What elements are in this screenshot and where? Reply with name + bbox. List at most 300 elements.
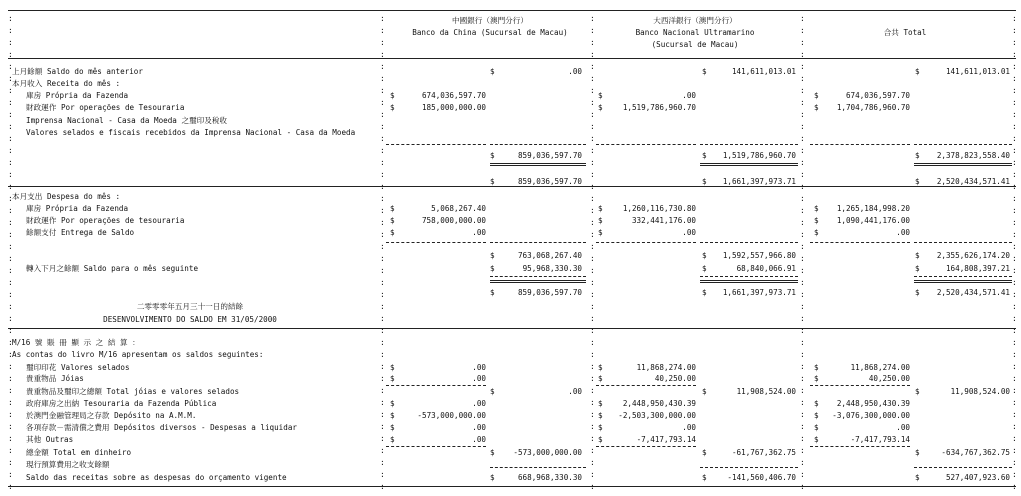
m16-total-joias-bc: .00 <box>568 387 582 396</box>
tot-receita-bc: 859,036,597.70 <box>517 177 582 186</box>
column-separator-mark: : <box>380 122 385 131</box>
cur: $ <box>915 264 920 273</box>
header-bnu-cn: 大西洋銀行（澳門分行） <box>653 16 737 25</box>
column-separator-mark: : <box>800 98 805 107</box>
sub-rule <box>596 144 696 145</box>
column-separator-mark: : <box>1012 350 1017 359</box>
column-separator-mark: : <box>380 410 385 419</box>
m16-valores-label: 璽印印花 Valores selados <box>26 363 130 372</box>
column-separator-mark: : <box>8 434 13 443</box>
column-separator-mark: : <box>800 338 805 347</box>
column-separator-mark: : <box>590 50 595 59</box>
column-separator-mark: : <box>800 458 805 467</box>
column-separator-mark: : <box>8 122 13 131</box>
sub-rule <box>490 144 586 145</box>
column-separator-mark: : <box>590 110 595 119</box>
d-fazenda-bc: 5,068,267.40 <box>431 204 486 213</box>
cur: $ <box>390 423 395 432</box>
column-separator-mark: : <box>800 194 805 203</box>
header-total: 合共 Total <box>883 28 927 37</box>
cur: $ <box>702 473 707 482</box>
r-fazenda-tot: 674,036,597.70 <box>845 91 910 100</box>
column-separator-mark: : <box>1012 50 1017 59</box>
column-separator-mark: : <box>380 38 385 47</box>
sub-rule <box>810 385 910 386</box>
cur: $ <box>598 399 603 408</box>
cur: $ <box>814 374 819 383</box>
column-separator-mark: : <box>800 326 805 335</box>
d-tesouraria-bnu: 332,441,176.00 <box>631 216 696 225</box>
cur: $ <box>390 91 395 100</box>
column-separator-mark: : <box>590 290 595 299</box>
cur: $ <box>598 91 603 100</box>
column-separator-mark: : <box>800 170 805 179</box>
column-separator-mark: : <box>800 218 805 227</box>
column-separator-mark: : <box>590 386 595 395</box>
column-separator-mark: : <box>800 122 805 131</box>
m16-outras-tot: -7,417,793.14 <box>850 435 910 444</box>
m16-total-joias-tot: 11,908,524.00 <box>950 387 1010 396</box>
sub-rule <box>914 276 1012 277</box>
column-separator-mark: : <box>590 122 595 131</box>
column-separator-mark: : <box>8 86 13 95</box>
column-separator-mark: : <box>8 218 13 227</box>
cur: $ <box>390 204 395 213</box>
sub-rule <box>700 242 798 243</box>
column-separator-mark: : <box>590 218 595 227</box>
column-separator-mark: : <box>800 410 805 419</box>
saldo-seguinte-bnu: 68,840,066.91 <box>736 264 796 273</box>
column-separator-mark: : <box>590 458 595 467</box>
column-separator-mark: : <box>8 62 13 71</box>
column-separator-mark: : <box>380 326 385 335</box>
column-separator-mark: : <box>1012 14 1017 23</box>
m16-amm-tot: -3,076,300,000.00 <box>832 411 910 420</box>
m16-tesouro-bnu: 2,448,950,430.39 <box>622 399 696 408</box>
m16-outras-bnu: -7,417,793.14 <box>636 435 696 444</box>
saldo-anterior-bnu: 141,611,013.01 <box>731 67 796 76</box>
column-separator-mark: : <box>380 290 385 299</box>
column-separator-mark: : <box>8 254 13 263</box>
cur: $ <box>598 216 603 225</box>
header-bc-cn: 中國銀行（澳門分行） <box>452 16 528 25</box>
tot-receita-bnu: 1,661,397,973.71 <box>722 177 796 186</box>
cur: $ <box>598 204 603 213</box>
m16-total-dinheiro-bnu: -61,767,362.75 <box>731 448 796 457</box>
column-separator-mark: : <box>8 386 13 395</box>
column-separator-mark: : <box>590 266 595 275</box>
d-saldo-label: 餘額支付 Entrega de Saldo <box>26 228 135 237</box>
column-separator-mark: : <box>380 458 385 467</box>
column-separator-mark: : <box>8 266 13 275</box>
sub-rule <box>386 385 486 386</box>
column-separator-mark: : <box>590 338 595 347</box>
column-separator-mark: : <box>590 350 595 359</box>
cur: $ <box>915 448 920 457</box>
column-separator-mark: : <box>8 302 13 311</box>
r-fazenda-label: 庫房 Própria da Fazenda <box>26 91 129 100</box>
r-tesouraria-bnu: 1,519,786,960.70 <box>622 103 696 112</box>
r-tesouraria-bc: 185,000,000.00 <box>421 103 486 112</box>
cur: $ <box>490 448 495 457</box>
r-imprensa-label: Imprensa Nacional - Casa da Moeda 之璽印及稅收 <box>26 116 228 125</box>
d-fazenda-tot: 1,265,184,998.20 <box>836 204 910 213</box>
column-separator-mark: : <box>380 14 385 23</box>
m16-diversos-tot: .00 <box>896 423 910 432</box>
cur: $ <box>598 374 603 383</box>
column-separator-mark: : <box>800 74 805 83</box>
column-separator-mark: : <box>380 158 385 167</box>
column-separator-mark: : <box>1012 302 1017 311</box>
saldo-anterior-bc: .00 <box>568 67 582 76</box>
sub-rule <box>810 446 910 447</box>
sub-rule <box>700 467 798 468</box>
r-tesouraria-tot: 1,704,786,960.70 <box>836 103 910 112</box>
column-separator-mark: : <box>8 134 13 143</box>
sub-rule <box>490 242 586 243</box>
m16-tesouro-label: 政府庫房之出納 Tesouraria da Fazenda Pública <box>26 399 217 408</box>
desenv-title-cn: 二零零零年五月三十一日的結餘 <box>136 302 244 311</box>
cur: $ <box>702 264 707 273</box>
column-separator-mark: : <box>8 182 13 191</box>
column-separator-mark: : <box>590 470 595 479</box>
column-separator-mark: : <box>590 26 595 35</box>
r-fazenda-bc: 674,036,597.70 <box>421 91 486 100</box>
column-separator-mark: : <box>1012 482 1017 491</box>
column-separator-mark: : <box>800 158 805 167</box>
column-separator-mark: : <box>1012 26 1017 35</box>
column-separator-mark: : <box>1012 422 1017 431</box>
column-separator-mark: : <box>590 254 595 263</box>
column-separator-mark: : <box>1012 86 1017 95</box>
column-separator-mark: : <box>380 242 385 251</box>
d-tesouraria-bc: 758,000,000.00 <box>421 216 486 225</box>
column-separator-mark: : <box>1012 110 1017 119</box>
column-separator-mark: : <box>8 362 13 371</box>
m16-total-dinheiro-label: 總金額 Total em dinheiro <box>26 448 132 457</box>
column-separator-mark: : <box>1012 146 1017 155</box>
sub-rule <box>914 467 1012 468</box>
column-separator-mark: : <box>590 242 595 251</box>
column-separator-mark: : <box>800 482 805 491</box>
column-separator-mark: : <box>590 86 595 95</box>
column-separator-mark: : <box>590 482 595 491</box>
sub-rule <box>490 276 586 277</box>
column-separator-mark: : <box>8 38 13 47</box>
column-separator-mark: : <box>800 26 805 35</box>
column-separator-mark: : <box>8 26 13 35</box>
cur: $ <box>814 103 819 112</box>
m16-saldo-receitas-bc: 668,968,330.30 <box>517 473 582 482</box>
column-separator-mark: : <box>8 326 13 335</box>
r-tesouraria-label: 財政運作 Por operações de Tesouraria <box>26 103 185 112</box>
d-saldo-bc: .00 <box>472 228 486 237</box>
column-separator-mark: : <box>590 326 595 335</box>
column-separator-mark: : <box>1012 242 1017 251</box>
column-separator-mark: : <box>8 398 13 407</box>
sub-rule <box>810 242 910 243</box>
cur: $ <box>814 423 819 432</box>
double-rule <box>700 163 798 166</box>
column-separator-mark: : <box>800 278 805 287</box>
column-separator-mark: : <box>800 350 805 359</box>
sub-rule <box>810 144 910 145</box>
column-separator-mark: : <box>8 14 13 23</box>
column-separator-mark: : <box>380 374 385 383</box>
column-separator-mark: : <box>590 446 595 455</box>
m16-saldo-receitas-tot: 527,407,923.60 <box>945 473 1010 482</box>
cur: $ <box>390 374 395 383</box>
cur: $ <box>814 411 819 420</box>
r-valores-label: Valores selados e fiscais recebidos da Imprensa Nacional - Casa da Moeda <box>26 128 356 137</box>
d-saldo-bnu: .00 <box>682 228 696 237</box>
sub-receita-bnu: 1,519,786,960.70 <box>722 151 796 160</box>
column-separator-mark: : <box>8 194 13 203</box>
column-separator-mark: : <box>590 74 595 83</box>
column-separator-mark: : <box>380 398 385 407</box>
cur: $ <box>598 411 603 420</box>
column-separator-mark: : <box>800 470 805 479</box>
column-separator-mark: : <box>380 422 385 431</box>
column-separator-mark: : <box>1012 338 1017 347</box>
cur: $ <box>702 177 707 186</box>
cur: $ <box>598 363 603 372</box>
m16-heading-cn: M/16 號 賬 冊 顯 示 之 結 算 ： <box>12 338 140 347</box>
column-separator-mark: : <box>1012 326 1017 335</box>
column-separator-mark: : <box>380 50 385 59</box>
column-separator-mark: : <box>8 278 13 287</box>
column-separator-mark: : <box>380 194 385 203</box>
tot-despesa-bc: 859,036,597.70 <box>517 288 582 297</box>
cur: $ <box>814 228 819 237</box>
sub-rule <box>490 467 586 468</box>
cur: $ <box>814 399 819 408</box>
saldo-seguinte-tot: 164,808,397.21 <box>945 264 1010 273</box>
column-separator-mark: : <box>1012 362 1017 371</box>
desenv-title-pt: DESENVOLVIMENTO DO SALDO EM 31/05/2000 <box>103 315 277 324</box>
cur: $ <box>915 251 920 260</box>
column-separator-mark: : <box>380 266 385 275</box>
saldo-seguinte-label: 轉入下月之餘額 Saldo para o mês seguinte <box>26 264 199 273</box>
bottom-rule <box>8 486 1016 487</box>
saldo-anterior-tot: 141,611,013.01 <box>945 67 1010 76</box>
column-separator-mark: : <box>1012 398 1017 407</box>
column-separator-mark: : <box>800 266 805 275</box>
d-saldo-tot: .00 <box>896 228 910 237</box>
column-separator-mark: : <box>380 386 385 395</box>
m16-joias-tot: 40,250.00 <box>868 374 910 383</box>
column-separator-mark: : <box>590 182 595 191</box>
column-separator-mark: : <box>590 194 595 203</box>
column-separator-mark: : <box>590 14 595 23</box>
receita-heading: 本月收入 Receita do mês : <box>12 79 121 88</box>
cur: $ <box>915 151 920 160</box>
column-separator-mark: : <box>800 62 805 71</box>
column-separator-mark: : <box>1012 314 1017 323</box>
header-bnu-pt2: (Sucursal de Macau) <box>651 40 739 49</box>
column-separator-mark: : <box>590 134 595 143</box>
column-separator-mark: : <box>800 314 805 323</box>
cur: $ <box>598 435 603 444</box>
column-separator-mark: : <box>590 398 595 407</box>
column-separator-mark: : <box>1012 290 1017 299</box>
cur: $ <box>490 387 495 396</box>
cur: $ <box>490 264 495 273</box>
sub-rule <box>700 144 798 145</box>
cur: $ <box>390 216 395 225</box>
cur: $ <box>598 228 603 237</box>
cur: $ <box>390 363 395 372</box>
column-separator-mark: : <box>380 146 385 155</box>
column-separator-mark: : <box>800 290 805 299</box>
cur: $ <box>702 448 707 457</box>
column-separator-mark: : <box>380 110 385 119</box>
cur: $ <box>915 288 920 297</box>
d-fazenda-label: 庫房 Própria da Fazenda <box>26 204 129 213</box>
column-separator-mark: : <box>8 446 13 455</box>
column-separator-mark: : <box>1012 446 1017 455</box>
cur: $ <box>390 411 395 420</box>
header-rule <box>8 58 1016 59</box>
column-separator-mark: : <box>380 338 385 347</box>
double-rule <box>914 163 1012 166</box>
cur: $ <box>915 177 920 186</box>
column-separator-mark: : <box>1012 122 1017 131</box>
cur: $ <box>915 473 920 482</box>
column-separator-mark: : <box>8 458 13 467</box>
column-separator-mark: : <box>800 446 805 455</box>
column-separator-mark: : <box>380 362 385 371</box>
sub-rule <box>700 276 798 277</box>
column-separator-mark: : <box>800 86 805 95</box>
tot-despesa-tot: 2,520,434,571.41 <box>936 288 1010 297</box>
column-separator-mark: : <box>380 470 385 479</box>
column-separator-mark: : <box>8 98 13 107</box>
column-separator-mark: : <box>8 206 13 215</box>
column-separator-mark: : <box>380 482 385 491</box>
m16-valores-bnu: 11,868,274.00 <box>636 363 696 372</box>
m16-saldo-receitas-bnu: -141,560,406.70 <box>727 473 796 482</box>
sub-rule <box>914 242 1012 243</box>
column-separator-mark: : <box>800 146 805 155</box>
cur: $ <box>814 216 819 225</box>
double-rule <box>490 163 586 166</box>
column-separator-mark: : <box>1012 62 1017 71</box>
column-separator-mark: : <box>8 482 13 491</box>
column-separator-mark: : <box>8 242 13 251</box>
sub-rule <box>596 385 696 386</box>
m16-joias-bc: .00 <box>472 374 486 383</box>
double-rule <box>914 280 1012 283</box>
header-bnu-pt1: Banco Nacional Ultramarino <box>635 28 755 37</box>
double-rule <box>700 280 798 283</box>
cur: $ <box>814 91 819 100</box>
column-separator-mark: : <box>1012 254 1017 263</box>
d-tesouraria-tot: 1,090,441,176.00 <box>836 216 910 225</box>
column-separator-mark: : <box>380 434 385 443</box>
column-separator-mark: : <box>1012 230 1017 239</box>
column-separator-mark: : <box>590 314 595 323</box>
column-separator-mark: : <box>800 230 805 239</box>
cur: $ <box>702 67 707 76</box>
column-separator-mark: : <box>800 302 805 311</box>
m16-joias-bnu: 40,250.00 <box>654 374 696 383</box>
column-separator-mark: : <box>1012 458 1017 467</box>
top-rule <box>8 10 1016 11</box>
cur: $ <box>702 251 707 260</box>
column-separator-mark: : <box>8 230 13 239</box>
column-separator-mark: : <box>800 362 805 371</box>
m16-outras-bc: .00 <box>472 435 486 444</box>
column-separator-mark: : <box>380 350 385 359</box>
column-separator-mark: : <box>800 182 805 191</box>
cur: $ <box>702 288 707 297</box>
cur: $ <box>390 103 395 112</box>
m16-total-joias-bnu: 11,908,524.00 <box>736 387 796 396</box>
column-separator-mark: : <box>590 206 595 215</box>
column-separator-mark: : <box>590 434 595 443</box>
column-separator-mark: : <box>800 134 805 143</box>
sub-rule <box>386 242 486 243</box>
cur: $ <box>390 435 395 444</box>
column-separator-mark: : <box>590 158 595 167</box>
m16-tesouro-tot: 2,448,950,430.39 <box>836 399 910 408</box>
m16-total-dinheiro-bc: -573,000,000.00 <box>513 448 582 457</box>
column-separator-mark: : <box>8 470 13 479</box>
column-separator-mark: : <box>8 50 13 59</box>
cur: $ <box>915 387 920 396</box>
column-separator-mark: : <box>800 206 805 215</box>
column-separator-mark: : <box>1012 470 1017 479</box>
column-separator-mark: : <box>590 362 595 371</box>
r-fazenda-bnu: .00 <box>682 91 696 100</box>
column-separator-mark: : <box>800 434 805 443</box>
double-rule <box>490 280 586 283</box>
column-separator-mark: : <box>380 230 385 239</box>
column-separator-mark: : <box>800 38 805 47</box>
sub-rule <box>386 446 486 447</box>
m16-tesouro-bc: .00 <box>472 399 486 408</box>
column-separator-mark: : <box>1012 158 1017 167</box>
column-separator-mark: : <box>1012 278 1017 287</box>
column-separator-mark: : <box>1012 218 1017 227</box>
m16-outras-label: 其他 Outras <box>26 435 74 444</box>
m16-total-dinheiro-tot: -634,767,362.75 <box>941 448 1010 457</box>
column-separator-mark: : <box>8 350 13 359</box>
cur: $ <box>814 204 819 213</box>
column-separator-mark: : <box>1012 134 1017 143</box>
m16-amm-label: 於澳門金融管理局之存款 Depósito na A.M.M. <box>26 411 197 420</box>
row-saldo-anterior-label: 上月餘額 Saldo do mês anterior <box>12 67 143 76</box>
column-separator-mark: : <box>590 38 595 47</box>
m16-heading-pt: As contas do livro M/16 apresentam os saldos seguintes: <box>12 350 264 359</box>
sub-rule <box>596 446 696 447</box>
cur: $ <box>598 423 603 432</box>
column-separator-mark: : <box>380 446 385 455</box>
sub-rule <box>914 144 1012 145</box>
column-separator-mark: : <box>380 278 385 287</box>
column-separator-mark: : <box>590 302 595 311</box>
column-separator-mark: : <box>800 422 805 431</box>
sub-receita-tot: 2,378,823,558.40 <box>936 151 1010 160</box>
m16-diversos-label: 各項存款－需清償之費用 Depósitos diversos - Despesas a liquidar <box>26 423 297 432</box>
section-rule <box>8 186 1016 187</box>
column-separator-mark: : <box>800 254 805 263</box>
column-separator-mark: : <box>590 278 595 287</box>
column-separator-mark: : <box>1012 266 1017 275</box>
cur: $ <box>702 151 707 160</box>
cur: $ <box>490 251 495 260</box>
